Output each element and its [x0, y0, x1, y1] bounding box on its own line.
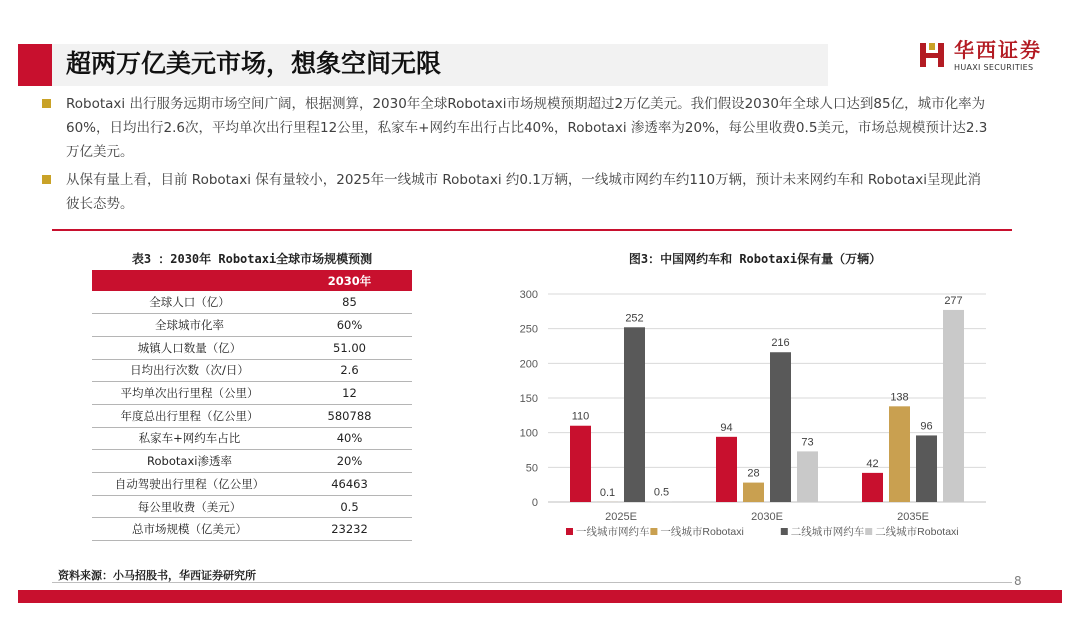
table-cell-value: 85 [287, 291, 412, 314]
y-tick-label: 0 [531, 497, 538, 509]
table-cell-label: 全球城市化率 [92, 314, 287, 337]
bar [916, 435, 937, 502]
bullet-text: 从保有量上看，目前 Robotaxi 保有量较小，2025年一线城市 Robotaxi 约0.1万辆，一线城市网约车约110万辆，预计未来网约车和 Robotaxi呈现此消彼长态势。 [66, 172, 982, 212]
y-tick-label: 150 [519, 393, 538, 405]
legend-swatch [781, 528, 788, 535]
y-tick-label: 200 [519, 358, 538, 371]
bullet-text: Robotaxi 出行服务远期市场空间广阔，根据测算，2030年全球Robotaxi市场规模预期超过2万亿美元。我们假设2030年全球人口达到85亿，城市化率为60%，日均出行2.6次，平均单次出行里程12公里，私家车+网约车出行占比40%，Robotaxi 渗透率为20%，每公里收费0.5美元，市场总规模预计达2.3万亿美元。 [66, 96, 988, 160]
table-header-cell [92, 270, 287, 291]
data-label: 94 [720, 421, 733, 434]
table-row [92, 359, 412, 382]
legend-swatch [566, 528, 573, 535]
data-label: 0.1 [599, 486, 616, 499]
bullet-square-icon [42, 175, 51, 184]
y-tick-label: 300 [519, 289, 538, 301]
legend-label: 一线城市网约车 [576, 526, 650, 538]
chart-title: 图3：中国网约车和 Robotaxi保有量（万辆） [628, 252, 882, 266]
table-cell-label: 日均出行次数（次/日） [92, 359, 287, 382]
table-row [92, 382, 412, 405]
bar [862, 473, 883, 502]
data-label: 138 [890, 391, 909, 404]
y-tick-label: 50 [525, 462, 538, 475]
table-cell-value: 580788 [287, 404, 412, 427]
bar [570, 426, 591, 502]
table-cell-value: 51.00 [287, 336, 412, 359]
footer-bar [18, 590, 1062, 603]
table-row [92, 314, 412, 337]
table-row [92, 450, 412, 473]
section-divider [52, 229, 1012, 231]
legend-swatch [650, 528, 657, 535]
table-cell-label: 平均单次出行里程（公里） [92, 382, 287, 405]
table-cell-value: 2.6 [287, 359, 412, 382]
table-cell-label: 自动驾驶出行里程（亿公里） [92, 473, 287, 496]
bullet-list [40, 92, 990, 220]
table-header-row [92, 270, 412, 291]
table-cell-value: 40% [287, 427, 412, 450]
table-cell-label: Robotaxi渗透率 [92, 450, 287, 473]
table-header-cell: 2030年 [287, 270, 412, 291]
table-cell-label: 每公里收费（美元） [92, 495, 287, 518]
logo-name-cn: 华西证券 [954, 38, 1042, 62]
market-size-table [92, 270, 412, 541]
legend-swatch [865, 528, 872, 535]
x-tick-label: 2035E [897, 511, 929, 523]
fleet-size-bar-chart [500, 278, 990, 548]
table-cell-label: 全球人口（亿） [92, 291, 287, 314]
table-cell-value: 60% [287, 314, 412, 337]
table-row [92, 427, 412, 450]
bar [797, 451, 818, 502]
table-cell-value: 20% [287, 450, 412, 473]
table-title: 表3 ：2030年 Robotaxi全球市场规模预测 [131, 252, 373, 266]
table-cell-label: 私家车+网约车占比 [92, 427, 287, 450]
data-label: 252 [625, 312, 644, 325]
page-title: 超两万亿美元市场，想象空间无限 [66, 49, 442, 78]
bar [889, 406, 910, 502]
logo-name-en: HUAXI SECURITIES [954, 63, 1034, 72]
legend-label: 二线城市网约车 [790, 526, 865, 538]
x-tick-label: 2025E [605, 511, 637, 523]
data-label: 96 [920, 420, 933, 433]
table-cell-value: 46463 [287, 473, 412, 496]
bar [943, 310, 964, 502]
table-row [92, 473, 412, 496]
bullet-item [40, 168, 990, 216]
legend-label: 一线城市Robotaxi [660, 526, 744, 538]
table-cell-value: 23232 [287, 518, 412, 541]
table-row [92, 404, 412, 427]
bar [770, 352, 791, 502]
x-tick-label: 2030E [751, 511, 783, 523]
data-label: 73 [801, 436, 814, 449]
legend-label: 二线城市Robotaxi [875, 526, 959, 538]
table-cell-value: 12 [287, 382, 412, 405]
bullet-item [40, 92, 990, 164]
data-label: 110 [571, 410, 590, 423]
table-row [92, 495, 412, 518]
table-cell-label: 年度总出行里程（亿公里） [92, 404, 287, 427]
table-cell-label: 城镇人口数量（亿） [92, 336, 287, 359]
table-row [92, 336, 412, 359]
huaxi-logo-icon [918, 40, 948, 70]
y-tick-label: 250 [519, 323, 538, 336]
table-row [92, 291, 412, 314]
data-label: 28 [747, 467, 760, 480]
table-cell-label: 总市场规模（亿美元） [92, 518, 287, 541]
y-tick-label: 100 [519, 427, 538, 440]
page-number: 8 [1014, 574, 1022, 588]
data-label: 216 [771, 337, 790, 350]
bar [624, 327, 645, 502]
bar [743, 483, 764, 502]
data-label: 277 [944, 294, 963, 307]
table-cell-value: 0.5 [287, 495, 412, 518]
footer-divider [52, 582, 1012, 583]
data-label: 0.5 [653, 486, 670, 499]
company-logo [914, 38, 1064, 78]
table-row [92, 518, 412, 541]
data-label: 42 [866, 457, 879, 470]
bar [716, 437, 737, 502]
bullet-square-icon [42, 99, 51, 108]
source-note: 资料来源：小马招股书，华西证券研究所 [58, 569, 256, 582]
title-accent [18, 44, 52, 86]
